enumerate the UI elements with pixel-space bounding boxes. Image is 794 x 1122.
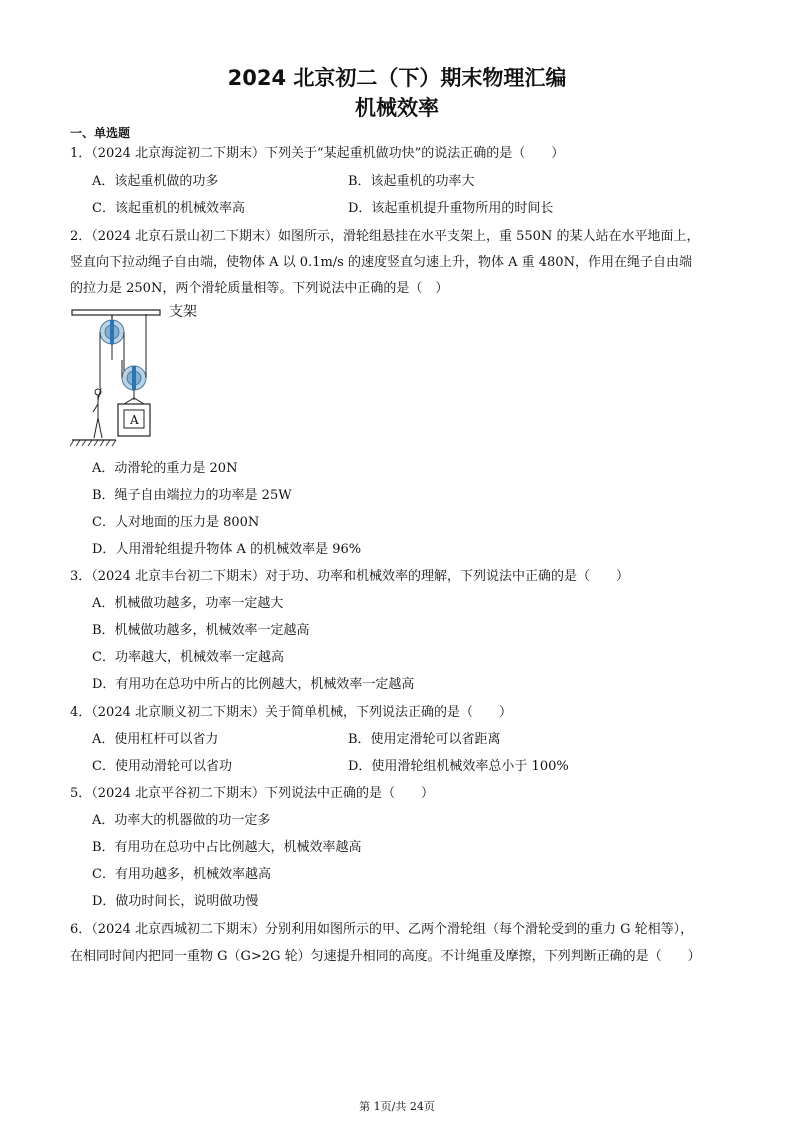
q4-option-d: D．使用滑轮组机械效率总小于 100%	[348, 759, 569, 774]
support-bar	[72, 310, 160, 315]
question-2-line-1: 2．（2024 北京石景山初二下期末）如图所示，滑轮组悬挂在水平支架上，重 550N 的某人站在水平地面上，	[70, 229, 700, 244]
page-footer: 第 1页/共 24页	[359, 1100, 435, 1113]
document-subtitle: 机械效率	[355, 96, 439, 120]
box-a-label: A	[130, 413, 139, 427]
section-heading: 一、单选题	[70, 126, 131, 140]
q3-option-a: A．机械做功越多，功率一定越大	[92, 596, 284, 611]
q1-option-b: B．该起重机的功率大	[348, 174, 475, 189]
q1-option-c: C．该起重机的机械效率高	[92, 201, 245, 216]
q1-option-a: A．该起重机做的功多	[92, 174, 219, 189]
q2-option-d: D．人用滑轮组提升物体 A 的机械效率是 96%	[92, 542, 362, 557]
question-6-line-1: 6．（2024 北京西城初二下期末）分别利用如图所示的甲、乙两个滑轮组（每个滑轮受到的重力 G 轮相等），	[70, 922, 694, 937]
q4-option-c: C．使用动滑轮可以省功	[92, 759, 232, 774]
q2-option-a: A．动滑轮的重力是 20N	[92, 461, 238, 476]
q5-option-d: D．做功时间长，说明做功慢	[92, 894, 259, 909]
person-figure	[93, 388, 102, 438]
question-3: 3．（2024 北京丰台初二下期末）对于功、功率和机械效率的理解，下列说法中正确的是（ ）	[70, 569, 629, 584]
support-label: 支架	[169, 304, 197, 320]
q3-option-c: C．功率越大，机械效率一定越高	[92, 650, 284, 665]
question-5: 5．（2024 北京平谷初二下期末）下列说法中正确的是（ ）	[70, 786, 434, 801]
q5-option-a: A．功率大的机器做的功一定多	[92, 813, 271, 828]
q3-option-d: D．有用功在总功中所占的比例越大，机械效率一定越高	[92, 677, 415, 692]
q2-option-b: B．绳子自由端拉力的功率是 25W	[92, 488, 292, 503]
question-2-line-2: 竖直向下拉动绳子自由端，使物体 A 以 0.1m/s 的速度竖直匀速上升，物体 A 重 480N，作用在绳子自由端	[70, 255, 692, 270]
q3-option-b: B．机械做功越多，机械效率一定越高	[92, 623, 310, 638]
q2-option-c: C．人对地面的压力是 800N	[92, 515, 260, 530]
q4-option-a: A．使用杠杆可以省力	[92, 732, 219, 747]
document-title: 2024 北京初二（下）期末物理汇编	[227, 66, 567, 90]
question-4: 4．（2024 北京顺义初二下期末）关于简单机械，下列说法正确的是（ ）	[70, 705, 512, 720]
fixed-pulley	[100, 320, 124, 344]
movable-pulley	[122, 366, 146, 390]
question-6-line-2: 在相同时间内把同一重物 G（G>2G 轮）匀速提升相同的高度。不计绳重及摩擦，下列判断正确的是（ ）	[70, 949, 701, 964]
question-2-line-3: 的拉力是 250N，两个滑轮质量相等。下列说法中正确的是（ ）	[70, 281, 449, 296]
q5-option-c: C．有用功越多，机械效率越高	[92, 867, 271, 882]
pulley-diagram	[68, 300, 218, 448]
question-1: 1．（2024 北京海淀初二下期末）下列关于“某起重机做功快”的说法正确的是（ ）	[70, 146, 565, 161]
q4-option-b: B．使用定滑轮可以省距离	[348, 732, 501, 747]
q1-option-d: D．该起重机提升重物所用的时间长	[348, 201, 554, 216]
q5-option-b: B．有用功在总功中占比例越大，机械效率越高	[92, 840, 362, 855]
